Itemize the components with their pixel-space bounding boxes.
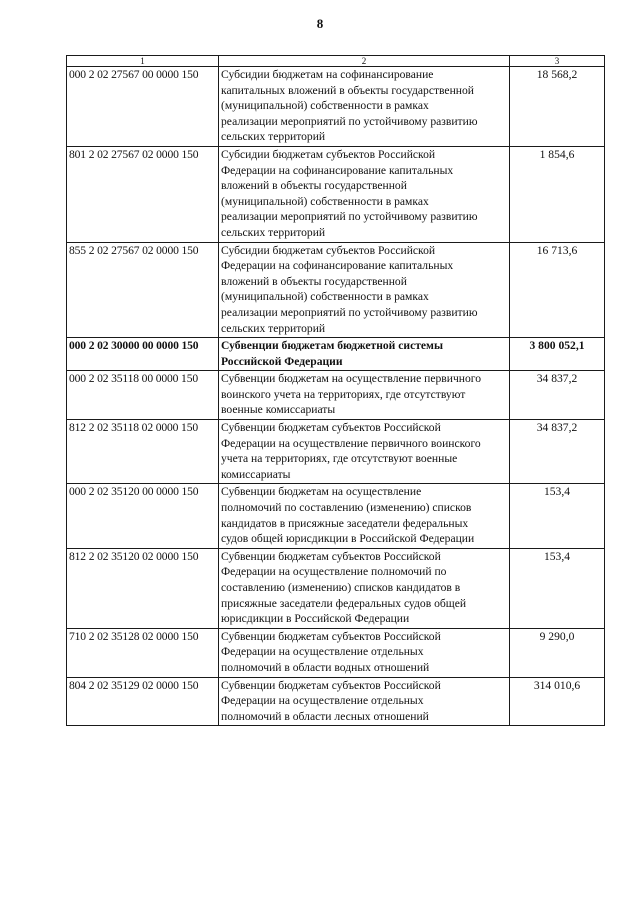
description-line: Субвенции бюджетам субъектов Российской — [221, 421, 441, 435]
description-line: составлению (изменению) списков кандидатов в — [221, 581, 461, 594]
description-line: Федерации на софинансирование капитальных — [221, 259, 454, 273]
description-cell — [219, 484, 510, 548]
budget-code-cell: 000 2 02 35120 00 0000 150 — [67, 484, 219, 548]
description-line: Субвенции бюджетам на осуществление — [221, 485, 422, 499]
budget-code-cell: 801 2 02 27567 02 0000 150 — [67, 146, 219, 242]
budget-code-cell: 812 2 02 35120 02 0000 150 — [67, 548, 219, 628]
description-line: (муниципальной) собственности в рамках — [221, 194, 429, 208]
amount-cell: 3 800 052,1 — [510, 338, 605, 371]
description-line: сельских территорий — [221, 130, 326, 144]
amount-cell: 153,4 — [510, 548, 605, 628]
description-line: кандидатов в присяжные заседатели федеральных — [221, 516, 469, 530]
description-line: Российской Федерации — [221, 354, 343, 368]
description-line: учета на территориях, где отсутствуют военные — [221, 452, 458, 466]
description-line: вложений в объекты государственной — [221, 179, 407, 193]
amount-cell: 18 568,2 — [510, 67, 605, 147]
description-line: Субсидии бюджетам субъектов Российской — [221, 147, 436, 161]
table-row — [67, 628, 605, 677]
description-line: военные комиссариаты — [221, 403, 336, 417]
description-line: комиссариаты — [221, 467, 291, 481]
description-line: сельских территорий — [221, 225, 326, 239]
description-line: реализации мероприятий по устойчивому развитию — [221, 210, 478, 224]
description-line: Субвенции бюджетам бюджетной системы — [221, 339, 444, 353]
budget-code-cell: 812 2 02 35118 02 0000 150 — [67, 420, 219, 484]
description-line: Федерации на осуществление первичного воинского — [221, 436, 481, 450]
budget-code-cell: 000 2 02 30000 00 0000 150 — [67, 338, 219, 371]
description-cell — [219, 67, 510, 147]
description-line: юрисдикции в Российской Федерации — [221, 612, 410, 626]
table-row — [67, 420, 605, 484]
table-header-row — [67, 56, 605, 67]
table-row — [67, 67, 605, 147]
table-row — [67, 371, 605, 420]
budget-code-cell: 710 2 02 35128 02 0000 150 — [67, 628, 219, 677]
amount-cell: 16 713,6 — [510, 242, 605, 338]
table-row — [67, 548, 605, 628]
description-cell — [219, 242, 510, 338]
description-line: реализации мероприятий по устойчивому развитию — [221, 114, 478, 128]
description-cell — [219, 371, 510, 420]
description-line: полномочий по составлению (изменению) списков — [221, 501, 472, 515]
description-cell — [219, 146, 510, 242]
amount-cell: 314 010,6 — [510, 677, 605, 726]
table-row — [67, 484, 605, 548]
description-line: присяжные заседатели федеральных судов общей — [221, 596, 467, 610]
budget-code-cell: 804 2 02 35129 02 0000 150 — [67, 677, 219, 726]
column-header-description: 2 — [219, 56, 510, 67]
description-line: Субвенции бюджетам субъектов Российской — [221, 678, 441, 692]
description-line: судов общей юрисдикции в Российской Федерации — [221, 532, 475, 546]
amount-cell: 153,4 — [510, 484, 605, 548]
description-line: реализации мероприятий по устойчивому развитию — [221, 305, 478, 319]
description-line: воинского учета на территориях, где отсутствуют — [221, 387, 466, 401]
description-line: вложений в объекты государственной — [221, 274, 407, 288]
budget-code-cell: 000 2 02 27567 00 0000 150 — [67, 67, 219, 147]
description-cell — [219, 677, 510, 726]
column-header-amount: 3 — [510, 56, 605, 67]
amount-cell: 34 837,2 — [510, 371, 605, 420]
page-number: 8 — [316, 16, 324, 31]
description-line: Субсидии бюджетам на софинансирование — [221, 68, 434, 81]
column-header-code: 1 — [67, 56, 219, 67]
description-cell — [219, 420, 510, 484]
description-line: (муниципальной) собственности в рамках — [221, 99, 429, 113]
budget-table — [66, 55, 605, 726]
table-row — [67, 338, 605, 371]
table-row — [67, 242, 605, 338]
description-line: Субвенции бюджетам субъектов Российской — [221, 549, 441, 563]
description-cell — [219, 338, 510, 371]
description-line: Федерации на осуществление отдельных — [221, 645, 424, 659]
description-line: Федерации на осуществление отдельных — [221, 694, 424, 708]
table-row — [67, 677, 605, 726]
description-line: Федерации на софинансирование капитальных — [221, 163, 454, 177]
table-row — [67, 146, 605, 242]
description-line: Федерации на осуществление полномочий по — [221, 565, 447, 579]
amount-cell: 9 290,0 — [510, 628, 605, 677]
amount-cell: 1 854,6 — [510, 146, 605, 242]
description-line: сельских территорий — [221, 321, 326, 335]
description-line: Субсидии бюджетам субъектов Российской — [221, 243, 436, 257]
description-cell — [219, 628, 510, 677]
amount-cell: 34 837,2 — [510, 420, 605, 484]
description-cell — [219, 548, 510, 628]
description-line: Субвенции бюджетам субъектов Российской — [221, 629, 441, 643]
description-line: Субвенции бюджетам на осуществление первичного — [221, 372, 482, 386]
budget-code-cell: 855 2 02 27567 02 0000 150 — [67, 242, 219, 338]
budget-table-body — [67, 56, 605, 726]
budget-code-cell: 000 2 02 35118 00 0000 150 — [67, 371, 219, 420]
description-line: полномочий в области лесных отношений — [221, 709, 429, 723]
description-line: (муниципальной) собственности в рамках — [221, 290, 429, 304]
description-line: капитальных вложений в объекты государственной — [221, 83, 474, 97]
description-line: полномочий в области водных отношений — [221, 660, 430, 674]
